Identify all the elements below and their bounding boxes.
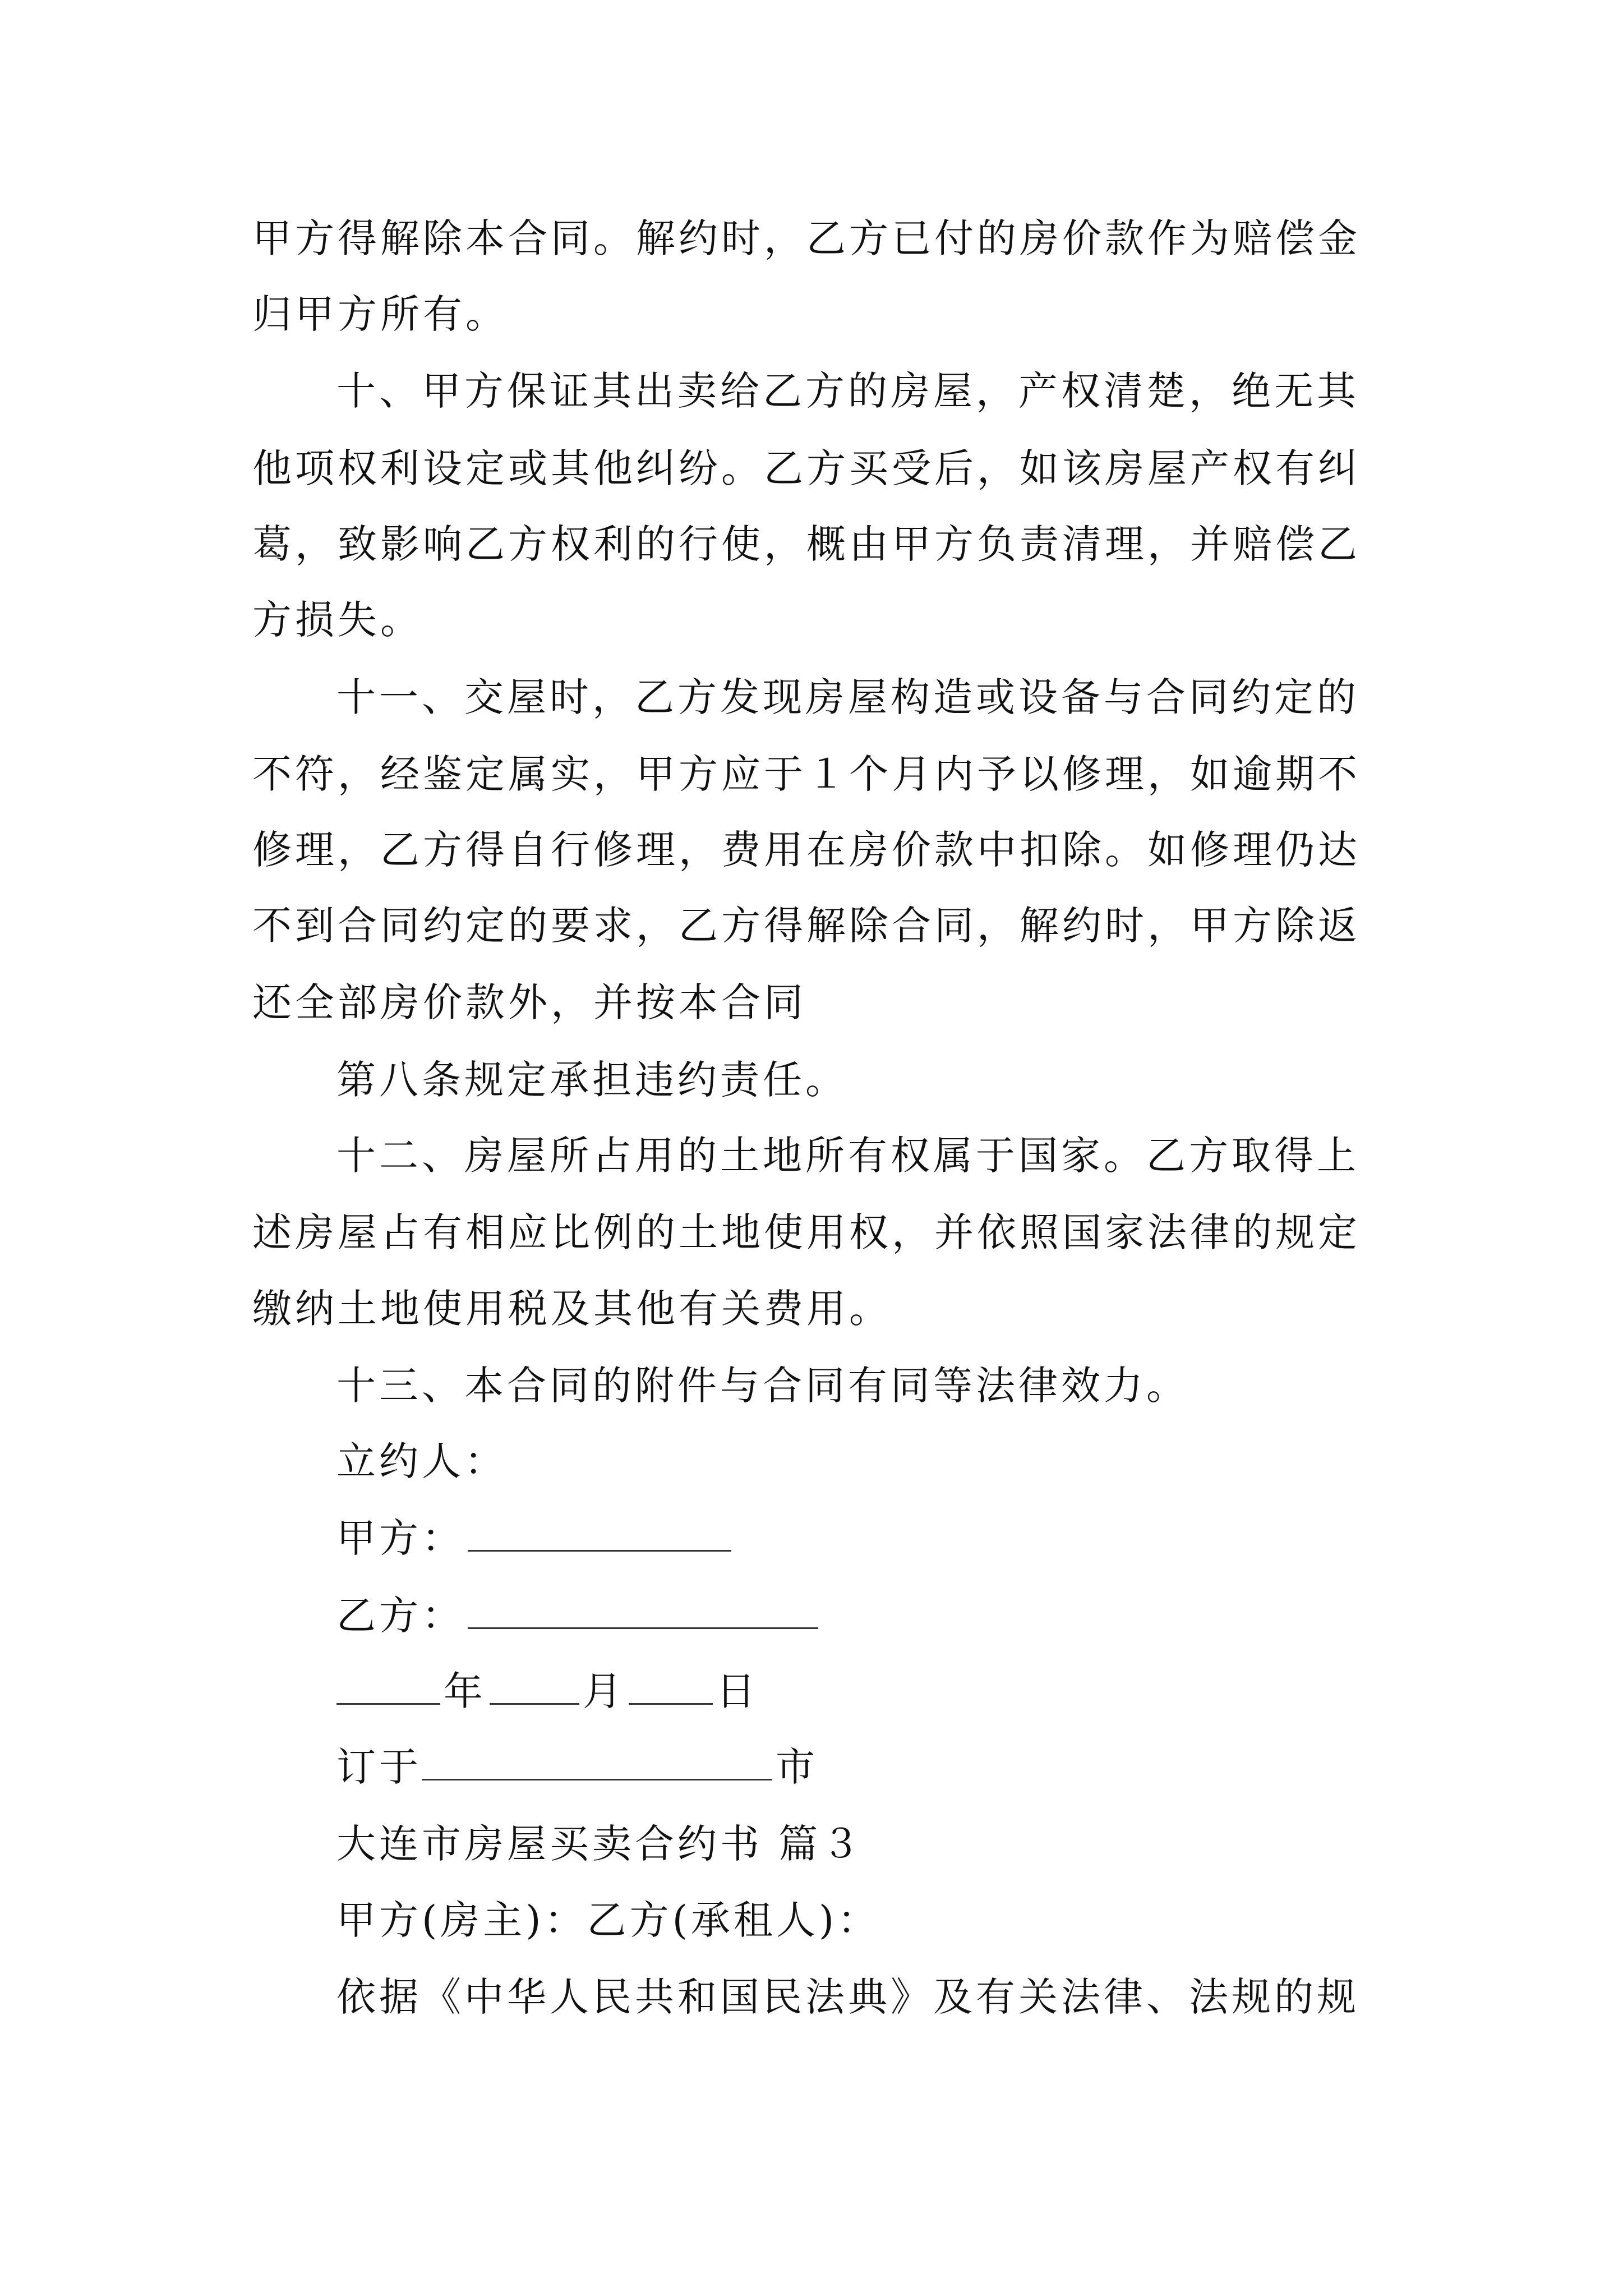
party-b-label: 乙方： xyxy=(336,1593,464,1639)
signatories-label: 立约人： xyxy=(336,1438,507,1484)
paragraph-line: 缴纳土地使用税及其他有关费用。 xyxy=(252,1286,892,1332)
year-blank xyxy=(336,1664,440,1705)
paragraph-line: 不符，经鉴定属实，甲方应于１个月内予以修理，如逾期不 xyxy=(252,751,1361,797)
month-label: 月 xyxy=(583,1668,625,1714)
signed-at-suffix: 市 xyxy=(776,1744,818,1790)
party-b-blank xyxy=(468,1588,818,1629)
paragraph-line: 他项权利设定或其他纠纷。乙方买受后，如该房屋产权有纠 xyxy=(252,445,1361,491)
clause-13-line: 十三、本合同的附件与合同有同等法律效力。 xyxy=(336,1363,1189,1409)
clause-12-line: 十二、房屋所占用的土地所有权属于国家。乙方取得上 xyxy=(336,1133,1359,1179)
signed-at-prefix: 订于 xyxy=(336,1744,422,1790)
day-label: 日 xyxy=(716,1668,759,1714)
paragraph-line: 归甲方所有。 xyxy=(252,291,508,337)
paragraph-line: 葛，致影响乙方权利的行使，概由甲方负责清理，并赔偿乙 xyxy=(252,521,1361,567)
parties-line: 甲方(房主)：乙方(承租人)： xyxy=(336,1897,880,1943)
paragraph-line: 述房屋占有相应比例的土地使用权，并依照国家法律的规定 xyxy=(252,1209,1361,1255)
paragraph-line: 依据《中华人民共和国民法典》及有关法律、法规的规 xyxy=(336,1974,1359,2020)
party-a-blank xyxy=(468,1511,731,1552)
year-label: 年 xyxy=(444,1668,486,1714)
section-heading: 大连市房屋买卖合约书 篇３ xyxy=(336,1821,864,1867)
paragraph-line: 不到合同约定的要求，乙方得解除合同，解约时，甲方除返 xyxy=(252,903,1361,949)
party-b-signature xyxy=(336,1588,1374,1644)
clause-10-line: 十、甲方保证其出卖给乙方的房屋，产权清楚，绝无其 xyxy=(336,368,1359,414)
party-a-signature xyxy=(336,1510,1374,1566)
city-blank xyxy=(422,1740,772,1780)
party-a-label: 甲方： xyxy=(336,1515,464,1561)
month-blank xyxy=(490,1664,579,1705)
signing-place xyxy=(336,1739,1374,1795)
paragraph-line: 甲方得解除本合同。解约时，乙方已付的房价款作为赔偿金 xyxy=(252,215,1361,261)
day-blank xyxy=(629,1664,713,1705)
paragraph-line: 第八条规定承担违约责任。 xyxy=(336,1057,848,1103)
paragraph-line: 修理，乙方得自行修理，费用在房价款中扣除。如修理仍达 xyxy=(252,827,1361,873)
paragraph-line: 还全部房价款外，并按本合同 xyxy=(252,979,806,1025)
clause-11-line: 十一、交屋时，乙方发现房屋构造或设备与合同约定的 xyxy=(336,674,1359,720)
paragraph-line: 方损失。 xyxy=(252,597,423,643)
signing-date xyxy=(336,1663,1374,1719)
